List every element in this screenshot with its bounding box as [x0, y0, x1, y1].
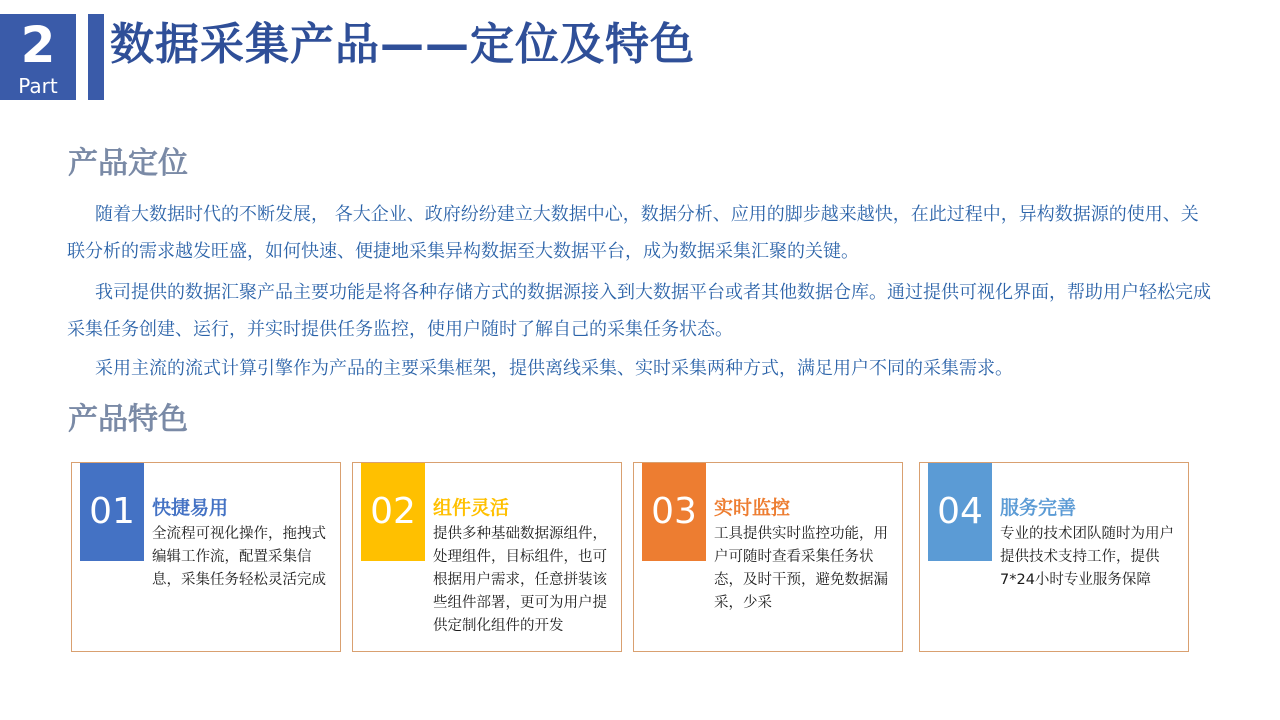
feature-card-3 — [633, 462, 903, 652]
feature-description: 提供多种基础数据源组件，处理组件，目标组件，也可根据用户需求，任意拼装该些组件部署，更可为用户提供定制化组件的开发 — [433, 526, 607, 634]
feature-number-box: 02 — [361, 463, 425, 561]
section-heading-features: 产品特色 — [68, 402, 188, 437]
feature-title: 快捷易用 — [152, 497, 229, 519]
feature-card-4 — [919, 462, 1189, 652]
part-number: 2 — [20, 16, 56, 74]
title-accent-bar — [88, 14, 104, 100]
feature-description: 专业的技术团队随时为用户提供技术支持工作，提供7*24小时专业服务保障 — [1000, 526, 1174, 588]
positioning-paragraph-1: 随着大数据时代的不断发展， 各大企业、政府纷纷建立大数据中心，数据分析、应用的脚步越来越快，在此过程中，异构数据源的使用、关联分析的需求越发旺盛，如何快速、便捷地采集异构数据至大数据平台，成为数据采集汇聚的关键。 — [67, 204, 1199, 262]
page-title: 数据采集产品——定位及特色 — [110, 19, 695, 70]
feature-title: 组件灵活 — [433, 497, 510, 519]
feature-number-box: 03 — [642, 463, 706, 561]
feature-card-1 — [71, 462, 341, 652]
feature-description: 全流程可视化操作，拖拽式编辑工作流，配置采集信息，采集任务轻松灵活完成 — [152, 526, 326, 588]
section-heading-positioning: 产品定位 — [68, 146, 188, 181]
feature-title: 实时监控 — [714, 497, 791, 519]
positioning-paragraph-2: 我司提供的数据汇聚产品主要功能是将各种存储方式的数据源接入到大数据平台或者其他数据仓库。通过提供可视化界面，帮助用户轻松完成采集任务创建、运行，并实时提供任务监控，使用户随时了解自己的采集任务状态。 — [67, 282, 1211, 340]
feature-title: 服务完善 — [1000, 497, 1077, 519]
part-badge — [0, 14, 76, 100]
part-label: Part — [18, 74, 58, 98]
feature-card-2 — [352, 462, 622, 652]
feature-description: 工具提供实时监控功能，用户可随时查看采集任务状态，及时干预，避免数据漏采，少采 — [714, 526, 888, 611]
positioning-paragraph-3: 采用主流的流式计算引擎作为产品的主要采集框架，提供离线采集、实时采集两种方式，满足用户不同的采集需求。 — [95, 358, 1013, 379]
feature-number-box: 04 — [928, 463, 992, 561]
feature-number-box: 01 — [80, 463, 144, 561]
